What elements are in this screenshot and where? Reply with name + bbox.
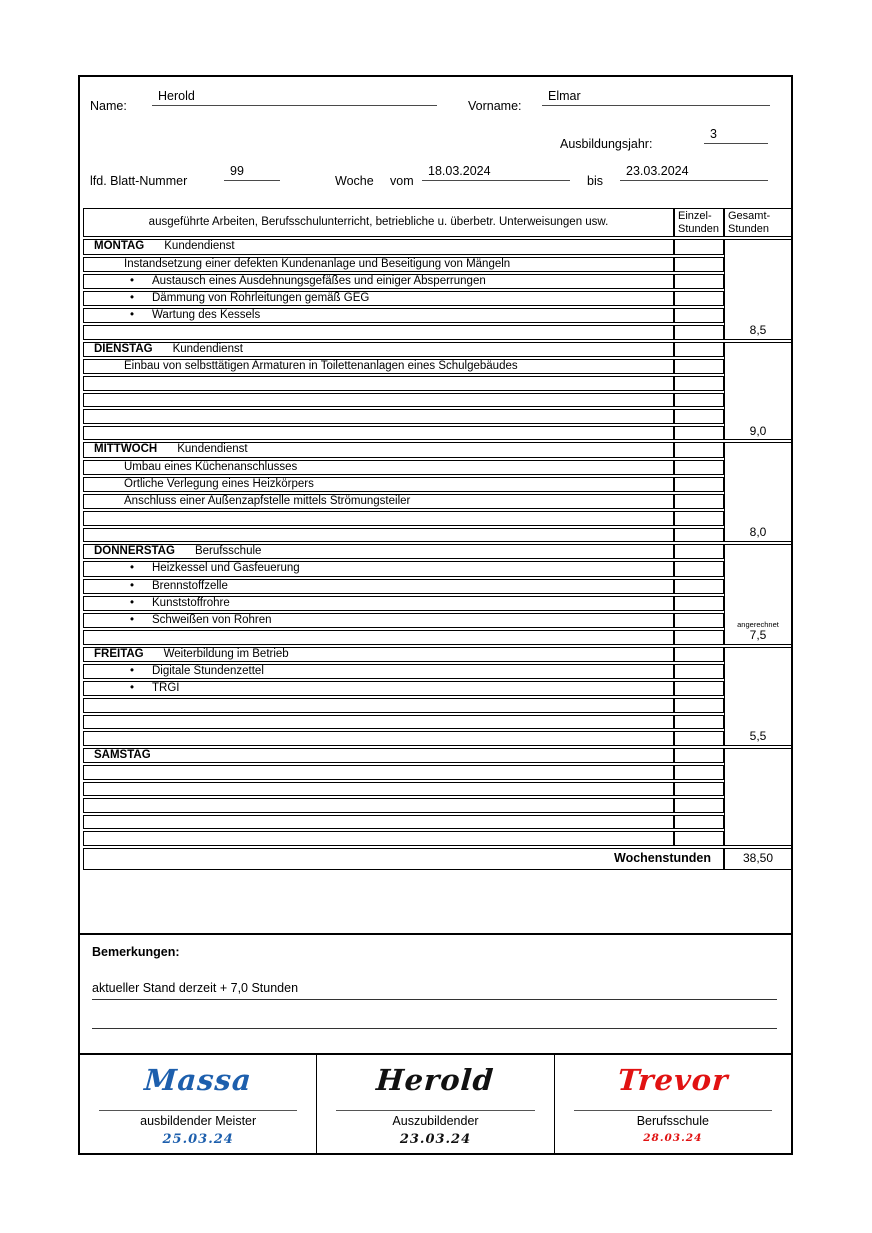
activity-cell xyxy=(83,815,674,830)
table-row xyxy=(83,477,792,492)
bullet-icon: • xyxy=(130,614,135,627)
activity-cell: • Austausch eines Ausdehnungsgefäßes und einiger Absperrungen xyxy=(83,274,674,289)
einzel-stunden-cell xyxy=(674,664,724,679)
table-row xyxy=(83,698,792,713)
table-row xyxy=(83,596,792,611)
bullet-icon: • xyxy=(130,562,135,575)
signature-block-meister xyxy=(80,1055,316,1153)
table-row xyxy=(83,748,792,763)
einzel-stunden-cell xyxy=(674,494,724,509)
einzel-stunden-cell xyxy=(674,511,724,526)
table-row xyxy=(83,647,792,662)
auszubildender-signature: Herold xyxy=(375,1063,496,1097)
blatt-nummer-value-field: 99 xyxy=(224,164,280,181)
einzel-stunden-cell xyxy=(674,477,724,492)
table-row xyxy=(83,561,792,576)
activity-cell xyxy=(83,393,674,408)
activities-column-header: ausgeführte Arbeiten, Berufsschulunterricht, betriebliche u. überbetr. Unterweisungen usw. xyxy=(83,208,674,237)
einzel-stunden-cell xyxy=(674,798,724,813)
table-row xyxy=(83,426,792,441)
bullet-icon: • xyxy=(130,274,135,287)
day-header-cell: MITTWOCH Kundendienst xyxy=(83,442,674,457)
vorname-label: Vorname: xyxy=(468,99,522,113)
gesamt-stunden-cell xyxy=(724,748,792,846)
berufsschule-role-label: Berufsschule xyxy=(636,1114,709,1128)
meister-signature: Massa xyxy=(143,1063,254,1097)
table-row xyxy=(83,630,792,645)
gesamt-total: 7,5 xyxy=(749,627,767,642)
activity-cell xyxy=(83,426,674,441)
meister-signature-date: 25.03.24 xyxy=(162,1132,234,1147)
activity-cell xyxy=(83,715,674,730)
berufsschule-signature-date: 28.03.24 xyxy=(643,1132,703,1144)
table-row xyxy=(83,613,792,628)
auszubildender-signature-date: 23.03.24 xyxy=(399,1132,472,1147)
vorname-value-field: Elmar xyxy=(542,89,770,106)
bullet-icon: • xyxy=(130,665,135,677)
table-row xyxy=(83,393,792,408)
remarks-blank-line xyxy=(92,1028,777,1029)
table-row xyxy=(83,325,792,340)
table-row xyxy=(83,359,792,374)
gesamt-stunden-cell xyxy=(724,342,792,440)
einzel-stunden-cell xyxy=(674,544,724,559)
table-row xyxy=(83,528,792,543)
table-row xyxy=(83,511,792,526)
einzel-stunden-cell xyxy=(674,376,724,391)
gesamt-stunden-cell xyxy=(724,239,792,340)
einzel-stunden-cell xyxy=(674,765,724,780)
wochenstunden-row xyxy=(83,848,792,870)
activity-cell xyxy=(83,528,674,543)
gesamt-stunden-column-header: Gesamt- Stunden xyxy=(724,208,792,237)
table-row xyxy=(83,376,792,391)
activity-cell: • Dämmung von Rohrleitungen gemäß GEG xyxy=(83,291,674,306)
table-row xyxy=(83,715,792,730)
wochenstunden-label: Wochenstunden xyxy=(83,848,724,870)
table-row xyxy=(83,765,792,780)
gesamt-total: 9,0 xyxy=(749,423,767,438)
day-header-cell: MONTAG Kundendienst xyxy=(83,239,674,254)
einzel-stunden-cell xyxy=(674,731,724,746)
einzel-stunden-cell xyxy=(674,681,724,696)
activity-cell xyxy=(83,698,674,713)
activity-cell xyxy=(83,798,674,813)
activity-cell xyxy=(83,831,674,846)
table-row xyxy=(83,494,792,509)
signature-block-berufsschule xyxy=(554,1055,791,1153)
activity-cell: • TRGI xyxy=(83,681,674,696)
vom-value-field: 18.03.2024 xyxy=(422,164,570,181)
woche-label: Woche xyxy=(335,174,374,188)
table-row xyxy=(83,460,792,475)
table-row xyxy=(83,579,792,594)
einzel-stunden-cell xyxy=(674,815,724,830)
signature-line xyxy=(99,1110,298,1111)
einzel-stunden-cell xyxy=(674,393,724,408)
gesamt-stunden-cell xyxy=(724,544,792,645)
remarks-text: aktueller Stand derzeit + 7,0 Stunden xyxy=(92,981,777,1000)
einzel-stunden-cell xyxy=(674,647,724,662)
gesamt-total: 8,5 xyxy=(749,323,767,338)
wochenstunden-value: 38,50 xyxy=(724,848,792,870)
activity-cell: Instandsetzung einer defekten Kundenanlage und Beseitigung von Mängeln xyxy=(83,257,674,272)
einzel-stunden-cell xyxy=(674,239,724,254)
activity-cell xyxy=(83,782,674,797)
table-row xyxy=(83,798,792,813)
activity-cell xyxy=(83,376,674,391)
einzel-stunden-cell xyxy=(674,257,724,272)
activity-cell: Umbau eines Küchenanschlusses xyxy=(83,460,674,475)
einzel-stunden-cell xyxy=(674,308,724,323)
einzel-stunden-cell xyxy=(674,274,724,289)
bullet-icon: • xyxy=(130,596,135,609)
table-row xyxy=(83,664,792,679)
vom-label: vom xyxy=(390,174,414,188)
activity-cell xyxy=(83,630,674,645)
einzel-stunden-cell xyxy=(674,528,724,543)
gesamt-note: angerechnet xyxy=(737,619,779,629)
table-row xyxy=(83,308,792,323)
table-row xyxy=(83,274,792,289)
einzel-stunden-cell xyxy=(674,630,724,645)
ausbildungsjahr-value-field: 3 xyxy=(704,127,768,144)
einzel-stunden-cell xyxy=(674,748,724,763)
table-row xyxy=(83,342,792,357)
activity-cell: Anschluss einer Außenzapfstelle mittels Strömungsteiler xyxy=(83,494,674,509)
activity-cell xyxy=(83,731,674,746)
signature-block-auszubildender xyxy=(316,1055,553,1153)
work-table xyxy=(83,206,792,872)
remarks-label: Bemerkungen: xyxy=(92,945,180,959)
activity-cell: • Digitale Stundenzettel xyxy=(83,664,674,679)
einzel-stunden-cell xyxy=(674,359,724,374)
report-form xyxy=(78,75,793,1155)
einzel-stunden-cell xyxy=(674,782,724,797)
einzel-stunden-cell xyxy=(674,831,724,846)
table-row xyxy=(83,544,792,559)
name-value-field: Herold xyxy=(152,89,437,106)
activity-cell xyxy=(83,765,674,780)
activity-cell: Örtliche Verlegung eines Heizkörpers xyxy=(83,477,674,492)
gesamt-total: 8,0 xyxy=(749,525,767,540)
activity-cell: • Schweißen von Rohren xyxy=(83,613,674,628)
einzel-stunden-cell xyxy=(674,596,724,611)
signature-line xyxy=(336,1110,535,1111)
day-header-cell: DIENSTAG Kundendienst xyxy=(83,342,674,357)
bullet-icon: • xyxy=(130,682,135,695)
table-row xyxy=(83,731,792,746)
bullet-icon: • xyxy=(130,291,135,304)
einzel-stunden-cell xyxy=(674,442,724,457)
bis-label: bis xyxy=(587,174,603,188)
berufsschule-signature: Trevor xyxy=(616,1063,730,1097)
bis-value-field: 23.03.2024 xyxy=(620,164,768,181)
name-label: Name: xyxy=(90,99,127,113)
activity-cell xyxy=(83,511,674,526)
remarks-section xyxy=(80,933,791,1053)
activity-cell xyxy=(83,409,674,424)
activity-cell: • Kunststoffrohre xyxy=(83,596,674,611)
gesamt-stunden-cell xyxy=(724,647,792,746)
day-header-cell: DONNERSTAG Berufsschule xyxy=(83,544,674,559)
signature-line xyxy=(574,1110,773,1111)
einzel-stunden-cell xyxy=(674,460,724,475)
einzel-stunden-cell xyxy=(674,613,724,628)
gesamt-stunden-cell xyxy=(724,442,792,542)
activity-cell: • Wartung des Kessels xyxy=(83,308,674,323)
day-header-cell: FREITAG Weiterbildung im Betrieb xyxy=(83,647,674,662)
table-row xyxy=(83,257,792,272)
day-header-cell: SAMSTAG xyxy=(83,748,674,763)
table-row xyxy=(83,831,792,846)
activity-cell: • Brennstoffzelle xyxy=(83,579,674,594)
table-row xyxy=(83,442,792,457)
bullet-icon: • xyxy=(130,309,135,322)
table-row xyxy=(83,409,792,424)
einzel-stunden-cell xyxy=(674,342,724,357)
table-row xyxy=(83,681,792,696)
einzel-stunden-cell xyxy=(674,698,724,713)
einzel-stunden-cell xyxy=(674,426,724,441)
ausbildungsjahr-label: Ausbildungsjahr: xyxy=(560,137,653,151)
activity-cell: • Heizkessel und Gasfeuerung xyxy=(83,561,674,576)
einzel-stunden-cell xyxy=(674,325,724,340)
gesamt-total: 5,5 xyxy=(749,729,767,744)
signatures-section xyxy=(80,1053,791,1153)
einzel-stunden-cell xyxy=(674,291,724,306)
meister-role-label: ausbildender Meister xyxy=(140,1114,257,1128)
bullet-icon: • xyxy=(130,579,135,592)
activity-cell: Einbau von selbsttätigen Armaturen in Toilettenanlagen eines Schulgebäudes xyxy=(83,359,674,374)
table-header-row xyxy=(83,208,792,237)
blatt-nummer-label: lfd. Blatt-Nummer xyxy=(90,174,188,188)
table-row xyxy=(83,815,792,830)
auszubildender-role-label: Auszubildender xyxy=(392,1114,479,1128)
table-row xyxy=(83,291,792,306)
activity-cell xyxy=(83,325,674,340)
einzel-stunden-column-header: Einzel- Stunden xyxy=(674,208,724,237)
table-row xyxy=(83,782,792,797)
einzel-stunden-cell xyxy=(674,579,724,594)
table-row xyxy=(83,239,792,254)
einzel-stunden-cell xyxy=(674,561,724,576)
einzel-stunden-cell xyxy=(674,409,724,424)
einzel-stunden-cell xyxy=(674,715,724,730)
